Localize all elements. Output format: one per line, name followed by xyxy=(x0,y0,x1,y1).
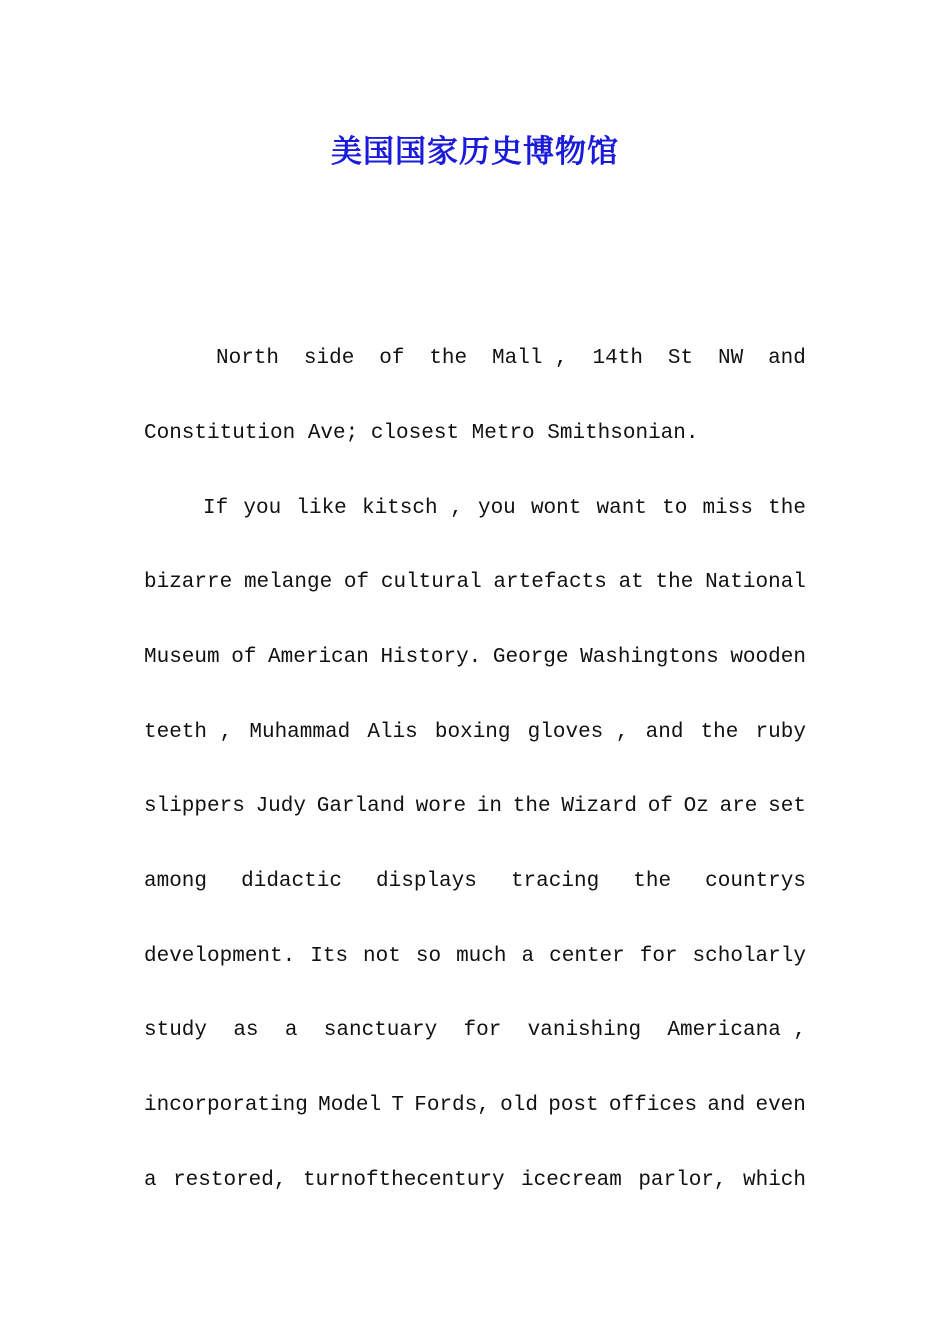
paragraph-2-line-4 xyxy=(144,718,806,748)
word: scholarly xyxy=(692,945,806,968)
word: at xyxy=(618,571,644,594)
word: bizarre xyxy=(144,571,233,594)
word: Alis xyxy=(367,721,418,744)
word: which xyxy=(742,1169,806,1192)
word: restored, xyxy=(173,1169,287,1192)
paragraph-2-line-1 xyxy=(203,494,806,524)
word: in xyxy=(476,795,503,818)
word: icecream xyxy=(521,1169,622,1192)
word: slippers xyxy=(144,795,245,818)
word: center xyxy=(549,945,625,968)
word: are xyxy=(719,795,758,818)
word: didactic xyxy=(241,870,342,893)
word: not xyxy=(363,945,401,968)
paragraph-2-line-2 xyxy=(144,568,806,598)
word: artefacts xyxy=(493,571,607,594)
paragraph-2-line-6 xyxy=(144,867,806,897)
word: Fords, xyxy=(414,1094,490,1117)
word: American xyxy=(268,646,369,669)
word: like xyxy=(296,497,347,520)
word: History. xyxy=(380,646,482,669)
word: Americana , xyxy=(667,1019,806,1042)
word: the xyxy=(429,347,468,370)
word: NW xyxy=(717,347,744,370)
word: of xyxy=(231,646,257,669)
word: the xyxy=(633,870,672,893)
word: kitsch , xyxy=(361,497,463,520)
word: Judy xyxy=(255,795,306,818)
word: a xyxy=(144,1169,157,1192)
word: of xyxy=(343,571,370,594)
word: Model xyxy=(318,1094,382,1117)
word: development. xyxy=(144,945,296,968)
word: the xyxy=(512,795,551,818)
paragraph-1-line-2 xyxy=(144,419,806,449)
word: a xyxy=(521,945,535,968)
word: study xyxy=(144,1019,208,1042)
word: Museum xyxy=(144,646,220,669)
word: old xyxy=(500,1094,538,1117)
word: wooden xyxy=(730,646,806,669)
word: countrys xyxy=(705,870,806,893)
word: 14th xyxy=(592,347,643,370)
word: as xyxy=(233,1019,259,1042)
word: even xyxy=(755,1094,806,1117)
word: wore xyxy=(415,795,467,818)
word: miss xyxy=(702,497,753,520)
word: parlor, xyxy=(638,1169,727,1192)
word: wont xyxy=(530,497,582,520)
word: vanishing xyxy=(527,1019,642,1042)
word: North xyxy=(216,347,280,370)
word: and xyxy=(707,1094,746,1117)
paragraph-2-line-10 xyxy=(144,1166,806,1196)
word: side xyxy=(303,347,355,370)
word: George xyxy=(492,646,569,669)
word: set xyxy=(768,795,806,818)
word: for xyxy=(463,1019,502,1042)
word: to xyxy=(662,497,688,520)
document-title: 美国国家历史博物馆 xyxy=(331,134,619,170)
word: offices xyxy=(608,1094,698,1117)
word: displays xyxy=(376,870,477,893)
word: boxing xyxy=(434,721,511,744)
paragraph-2-line-7 xyxy=(144,942,806,972)
word: the xyxy=(655,571,694,594)
word: cultural xyxy=(380,571,482,594)
word: ruby xyxy=(755,721,806,744)
word: and xyxy=(645,721,684,744)
word: incorporating xyxy=(144,1094,308,1117)
word: Garland xyxy=(316,795,405,818)
word: for xyxy=(639,945,678,968)
word: a xyxy=(284,1019,298,1042)
word: of xyxy=(379,347,405,370)
word: of xyxy=(647,795,673,818)
word: the xyxy=(768,497,806,520)
word: tracing xyxy=(510,870,600,893)
word: Washingtons xyxy=(580,646,719,669)
word: and xyxy=(768,347,806,370)
word: you xyxy=(243,497,282,520)
word: Muhammad xyxy=(249,721,351,744)
word: If xyxy=(203,497,229,520)
word: you xyxy=(477,497,516,520)
word: gloves , xyxy=(527,721,629,744)
word: Mall , xyxy=(492,347,568,370)
word: sanctuary xyxy=(323,1019,438,1042)
word: National xyxy=(705,571,806,594)
word: so xyxy=(415,945,442,968)
paragraph-1-line-1 xyxy=(216,344,806,374)
paragraph-2-line-3 xyxy=(144,643,806,673)
word: the xyxy=(700,721,739,744)
word: Wizard xyxy=(561,795,637,818)
word: melange xyxy=(243,571,333,594)
word: among xyxy=(144,870,208,893)
word: T xyxy=(391,1094,404,1117)
word: Its xyxy=(310,945,349,968)
word: St xyxy=(667,347,694,370)
word: turnofthecentury xyxy=(302,1169,505,1192)
word: teeth , xyxy=(144,721,233,744)
word: Constitution Ave; closest Metro Smithsonian. xyxy=(144,422,699,445)
paragraph-2-line-9 xyxy=(144,1091,806,1121)
word: want xyxy=(596,497,647,520)
word: post xyxy=(548,1094,599,1117)
word: Oz xyxy=(683,795,709,818)
paragraph-2-line-8 xyxy=(144,1016,806,1046)
paragraph-2-line-5 xyxy=(144,792,806,822)
word: much xyxy=(456,945,507,968)
